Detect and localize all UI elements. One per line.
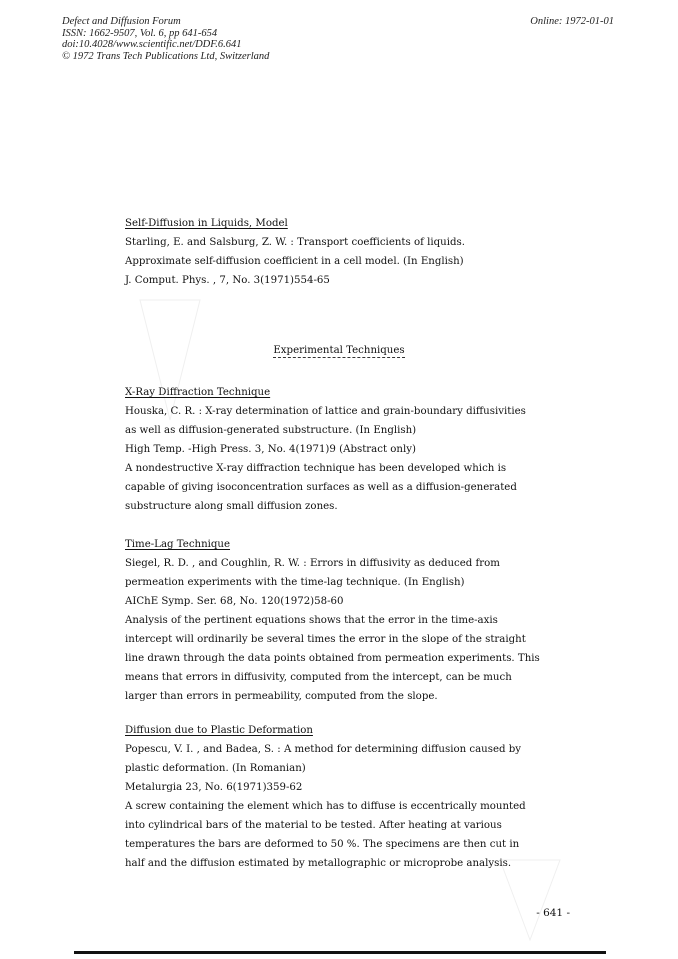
entry-line: High Temp. -High Press. 3, No. 4(1971)9 (Abstract only) <box>125 444 416 455</box>
entry-line: permeation experiments with the time-lag technique. (In English) <box>125 577 465 588</box>
page-number: - 641 - <box>536 907 570 919</box>
entry-line: means that errors in diffusivity, computed from the intercept, can be much <box>125 672 512 683</box>
entry-line: as well as diffusion-generated substructure. (In English) <box>125 425 417 436</box>
entry-line: J. Comput. Phys. , 7, No. 3(1971)554-65 <box>125 275 330 286</box>
entry-line: line drawn through the data points obtained from permeation experiments. This <box>125 653 540 664</box>
entry-title: X-Ray Diffraction Technique <box>125 387 271 398</box>
entry-line: AIChE Symp. Ser. 68, No. 120(1972)58-60 <box>125 596 344 607</box>
entry-line: temperatures the bars are deformed to 50 %. The specimens are then cut in <box>125 839 520 850</box>
entry-plastic-deformation <box>125 721 595 873</box>
entry-line: Popescu, V. I. , and Badea, S. : A method for determining diffusion caused by <box>125 744 522 755</box>
entry-line: capable of giving isoconcentration surfaces as well as a diffusion-generated <box>125 482 517 493</box>
entry-line: Metalurgia 23, No. 6(1971)359-62 <box>125 782 303 793</box>
entry-line: plastic deformation. (In Romanian) <box>125 763 306 774</box>
doi-line[interactable]: doi:10.4028/www.scientific.net/DDF.6.641 <box>62 39 242 50</box>
entry-time-lag <box>125 535 595 706</box>
entry-title: Self-Diffusion in Liquids, Model <box>125 218 288 229</box>
journal-name: Defect and Diffusion Forum <box>62 16 181 27</box>
entry-line: into cylindrical bars of the material to be tested. After heating at various <box>125 820 502 831</box>
entry-line: intercept will ordinarily be several times the error in the slope of the straight <box>125 634 526 645</box>
online-date: Online: 1972-01-01 <box>530 16 614 27</box>
entry-line: A nondestructive X-ray diffraction technique has been developed which is <box>125 463 507 474</box>
entry-xray-diffraction <box>125 383 595 516</box>
footer-rule <box>74 951 606 954</box>
copyright-line: © 1972 Trans Tech Publications Ltd, Switzerland <box>62 50 270 62</box>
entry-line: Approximate self-diffusion coefficient in a cell model. (In English) <box>125 256 464 267</box>
entry-line: A screw containing the element which has to diffuse is eccentrically mounted <box>125 801 526 812</box>
journal-header <box>62 16 269 62</box>
entry-line: Analysis of the pertinent equations shows that the error in the time-axis <box>125 615 498 626</box>
entry-line: Houska, C. R. : X-ray determination of lattice and grain-boundary diffusivities <box>125 406 526 417</box>
section-heading-wrap <box>0 345 678 356</box>
entry-line: Siegel, R. D. , and Coughlin, R. W. : Errors in diffusivity as deduced from <box>125 558 500 569</box>
issn-line: ISSN: 1662-9507, Vol. 6, pp 641-654 <box>62 27 218 39</box>
section-heading: Experimental Techniques <box>273 345 405 356</box>
entry-title: Time-Lag Technique <box>125 539 231 550</box>
entry-line: larger than errors in permeability, computed from the slope. <box>125 691 438 702</box>
entry-line: half and the diffusion estimated by metallographic or microprobe analysis. <box>125 858 512 869</box>
entry-title: Diffusion due to Plastic Deformation <box>125 725 313 736</box>
entry-line: substructure along small diffusion zones. <box>125 501 338 512</box>
entry-line: Starling, E. and Salsburg, Z. W. : Transport coefficients of liquids. <box>125 237 465 248</box>
entry-self-diffusion <box>125 214 595 290</box>
